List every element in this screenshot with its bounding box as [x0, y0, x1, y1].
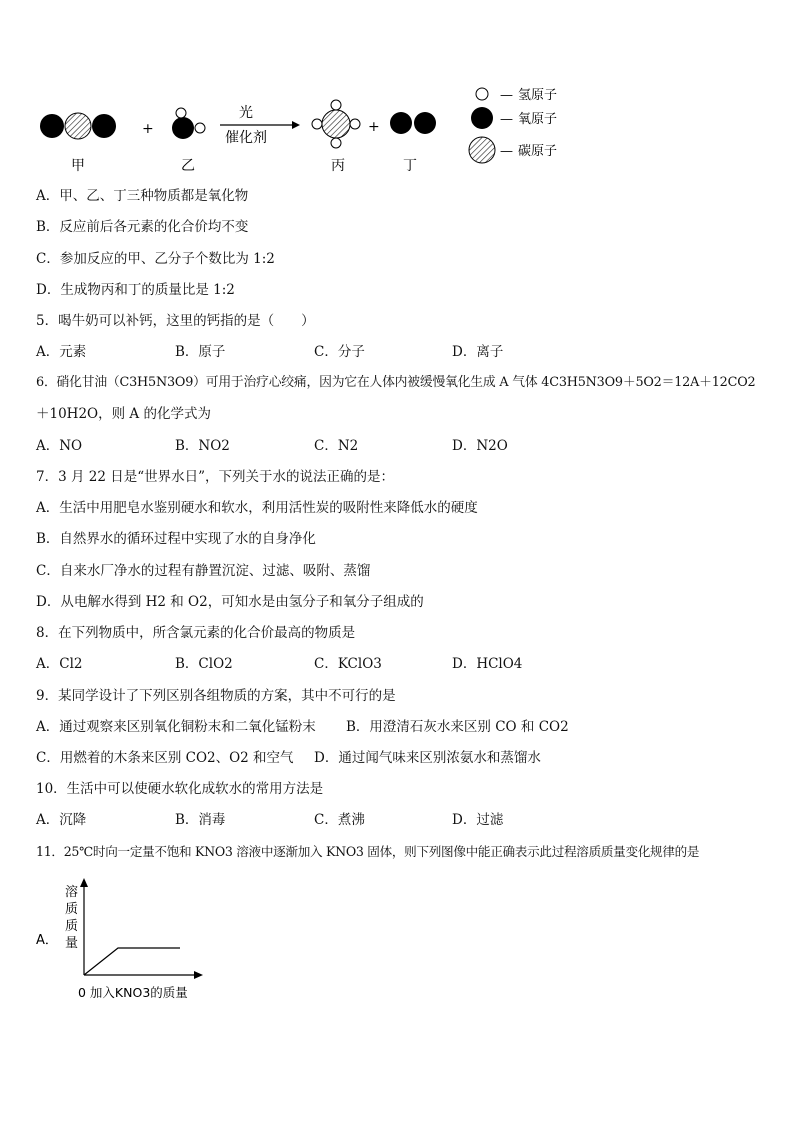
q9-option-a: A．通过观察来区别氧化铜粉末和二氧化锰粉末 [36, 719, 316, 735]
q6-stem-line2: ＋10H2O，则 A 的化学式为 [36, 406, 211, 422]
y-axis-arrow-icon [80, 878, 88, 887]
hydrogen-atom [331, 138, 341, 148]
q7-option-b: B．自然界水的循环过程中实现了水的自身净化 [36, 531, 316, 547]
molecule-ding [390, 112, 436, 134]
solute-mass-curve [84, 948, 180, 975]
q10-option-c: C．煮沸 [314, 812, 365, 828]
q4-option-b: B．反应前后各元素的化合价均不变 [36, 219, 249, 235]
q6-option-a: A．NO [36, 438, 83, 454]
label-bing: 丙 [331, 158, 345, 174]
carbon-legend-icon [469, 137, 495, 163]
label-jia: 甲 [71, 158, 85, 174]
q7-option-a: A．生活中用肥皂水鉴别硬水和软水，利用活性炭的吸附性来降低水的硬度 [36, 500, 478, 516]
legend-carbon-label: 碳原子 [518, 144, 558, 159]
oxygen-atom [172, 117, 194, 139]
molecule-bing [312, 100, 360, 148]
label-yi: 乙 [181, 158, 195, 174]
oxygen-legend-icon [471, 107, 493, 129]
legend-hydrogen-label: 氢原子 [518, 88, 558, 103]
q11-option-a-label: A． [36, 933, 58, 948]
oxygen-atom [92, 114, 116, 138]
arrow-head-icon [292, 121, 300, 129]
q8-option-d: D．HClO4 [452, 656, 523, 672]
q5-option-b: B．原子 [175, 344, 226, 360]
plus-sign: + [368, 119, 380, 135]
q5-option-d: D．离子 [452, 344, 504, 360]
q4-option-a: A．甲、乙、丁三种物质都是氧化物 [36, 188, 249, 204]
arrow-top-label: 光 [239, 105, 253, 121]
q7-option-c: C．自来水厂净水的过程有静置沉淀、过滤、吸附、蒸馏 [36, 563, 371, 579]
reaction-diagram [30, 80, 770, 180]
q5-stem: 5．喝牛奶可以补钙，这里的钙指的是（ ） [36, 313, 315, 329]
legend-oxygen-label: 氧原子 [518, 112, 558, 127]
legend-dash: — [500, 144, 513, 159]
legend [469, 88, 557, 163]
q8-option-c: C．KClO3 [314, 656, 382, 672]
oxygen-atom [390, 112, 412, 134]
y-axis-label-char: 溶 [65, 885, 79, 900]
oxygen-atom [414, 112, 436, 134]
q7-stem: 7．3 月 22 日是“世界水日”，下列关于水的说法正确的是： [36, 469, 395, 485]
plus-sign: + [142, 121, 154, 137]
legend-dash: — [500, 112, 513, 127]
q6-option-c: C．N2 [314, 438, 359, 454]
q9-option-c: C．用燃着的木条来区别 CO2、O2 和空气 [36, 750, 294, 766]
hydrogen-legend-icon [476, 88, 488, 100]
hydrogen-atom [176, 108, 186, 118]
q10-option-d: D．过滤 [452, 812, 504, 828]
q8-option-b: B．ClO2 [175, 656, 233, 672]
arrow-bottom-label: 催化剂 [225, 130, 267, 146]
molecule-jia [40, 113, 116, 139]
carbon-atom [322, 110, 350, 138]
carbon-atom [65, 113, 91, 139]
q9-stem: 9．某同学设计了下列区别各组物质的方案，其中不可行的是 [36, 688, 396, 704]
q6-stem-line1: 6．硝化甘油（C3H5N3O9）可用于治疗心绞痛，因为它在人体内被缓慢氧化生成 A 气体 4C3H5N3O9＋5O2＝12A＋12CO2 [36, 375, 756, 390]
q6-option-b: B．NO2 [175, 438, 230, 454]
oxygen-atom [40, 114, 64, 138]
q10-stem: 10．生活中可以使硬水软化成软水的常用方法是 [36, 781, 324, 797]
q10-option-b: B．消毒 [175, 812, 226, 828]
label-ding: 丁 [403, 158, 417, 174]
y-axis-label-char: 质 [65, 919, 79, 934]
q7-option-d: D．从电解水得到 H2 和 O2，可知水是由氢分子和氧分子组成的 [36, 594, 424, 610]
q9-option-d: D．通过闻气味来区别浓氨水和蒸馏水 [314, 750, 541, 766]
q11-option-a-graph [30, 875, 230, 1010]
x-axis-label: 0 加入KNO3的质量 [78, 985, 188, 1000]
q9-option-b: B．用澄清石灰水来区别 CO 和 CO2 [346, 719, 569, 735]
x-axis-arrow-icon [194, 971, 203, 979]
y-axis-label-char: 量 [65, 936, 79, 951]
legend-dash: — [500, 88, 513, 103]
q6-option-d: D．N2O [452, 438, 508, 454]
q8-stem: 8．在下列物质中，所含氯元素的化合价最高的物质是 [36, 625, 356, 641]
q4-option-c: C．参加反应的甲、乙分子个数比为 1:2 [36, 251, 275, 267]
molecule-yi [172, 108, 205, 139]
q4-option-d: D．生成物丙和丁的质量比是 1:2 [36, 282, 235, 298]
q11-stem: 11．25℃时向一定量不饱和 KNO3 溶液中逐渐加入 KNO3 固体，则下列图像中能正确表示此过程溶质质量变化规律的是 [36, 844, 700, 859]
q8-option-a: A．Cl2 [36, 656, 83, 672]
hydrogen-atom [312, 119, 322, 129]
y-axis-label-char: 质 [65, 902, 79, 917]
hydrogen-atom [195, 123, 205, 133]
q5-option-c: C．分子 [314, 344, 365, 360]
hydrogen-atom [350, 119, 360, 129]
q5-option-a: A．元素 [36, 344, 87, 360]
q10-option-a: A．沉降 [36, 812, 87, 828]
hydrogen-atom [331, 100, 341, 110]
